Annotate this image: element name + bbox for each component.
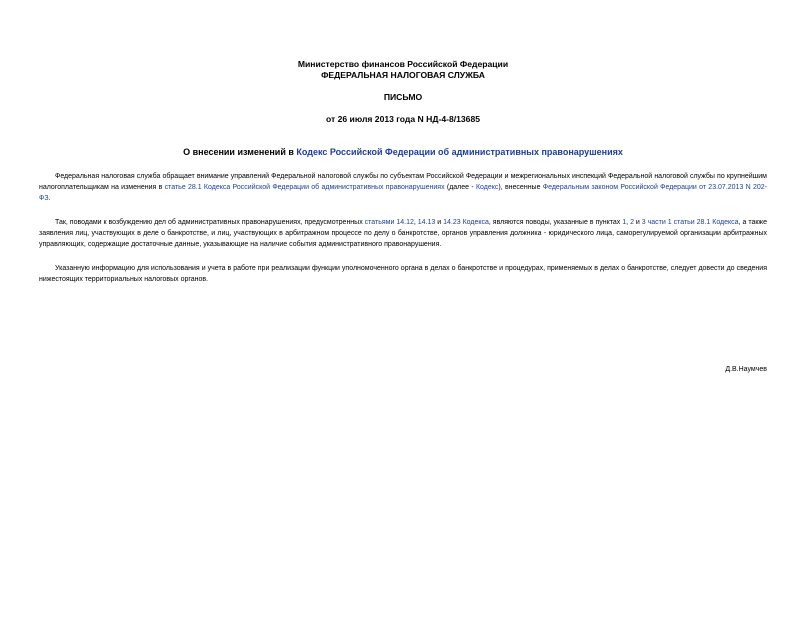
signature: Д.В.Наумчев <box>725 366 767 373</box>
document-header <box>39 59 767 158</box>
paragraph-2: Так, поводами к возбуждению дел об административных правонарушениях, предусмотренных статьями 14.12, 14.13 и 14.23 Кодекса, являются поводы, указанные в пунктах 1, 2 и 3 части 1 статьи 28.1 Кодекса, а также заявления лиц, участвующих в деле о банкротстве, и лиц, участвующих в арбитражном процессе по делу о банкротстве, органов управления должника - юридического лица, саморегулируемой организации арбитражных управляющих, содержащие достаточные данные, указывающие на наличие события административного правонарушения. <box>39 219 767 248</box>
service-name: ФЕДЕРАЛЬНАЯ НАЛОГОВАЯ СЛУЖБА <box>321 70 485 80</box>
document-page <box>0 59 807 630</box>
ministry-name: Министерство финансов Российской Федерации <box>297 59 509 69</box>
point-1-link[interactable]: 1 <box>622 219 627 226</box>
document-title <box>39 147 767 158</box>
koap-code-link[interactable]: Кодекс Российской Федерации об административных правонарушениях <box>296 147 623 157</box>
article-14-23-link[interactable]: 14.23 Кодекса <box>443 219 489 226</box>
paragraph-1: Федеральная налоговая служба обращает внимание управлений Федеральной налоговой службы по субъектам Российской Федерации и межрегиональных инспекций Федеральной налоговой службы по крупнейшим налогоплательщикам на изменения в статье 28.1 Кодекса Российской Федерации об административных правонарушениях (далее - Кодекс), внесенные Федеральным законом Российской Федерации от 23.07.2013 N 202-ФЗ. <box>39 173 767 202</box>
point-3-link[interactable]: 3 <box>641 219 646 226</box>
article-14-13-link[interactable]: 14.13 <box>417 219 436 226</box>
article-14-12-link[interactable]: статьями 14.12 <box>364 219 414 226</box>
article-28-1-link[interactable]: статье 28.1 Кодекса Российской Федерации об административных правонарушениях <box>164 184 445 191</box>
part-1-article-28-1-link[interactable]: части 1 статьи 28.1 Кодекса <box>647 219 739 226</box>
document-date-number: от 26 июля 2013 года N НД-4-8/13685 <box>325 114 481 124</box>
document-type: ПИСЬМО <box>383 92 423 102</box>
paragraph-3: Указанную информацию для использования и учета в работе при реализации функции уполномоченного органа в делах о банкротстве и процедурах, применяемых в делах о банкротстве, следует довести до сведения нижестоящих территориальных налоговых органов. <box>39 265 767 283</box>
federal-law-link[interactable]: Федеральным законом Российской Федерации от 23.07.2013 N 202-ФЗ <box>39 184 767 202</box>
code-link[interactable]: Кодекс <box>475 184 499 191</box>
document-body <box>39 171 767 285</box>
point-2-link[interactable]: 2 <box>630 219 634 226</box>
title-prefix: О внесении изменений в <box>183 147 297 157</box>
